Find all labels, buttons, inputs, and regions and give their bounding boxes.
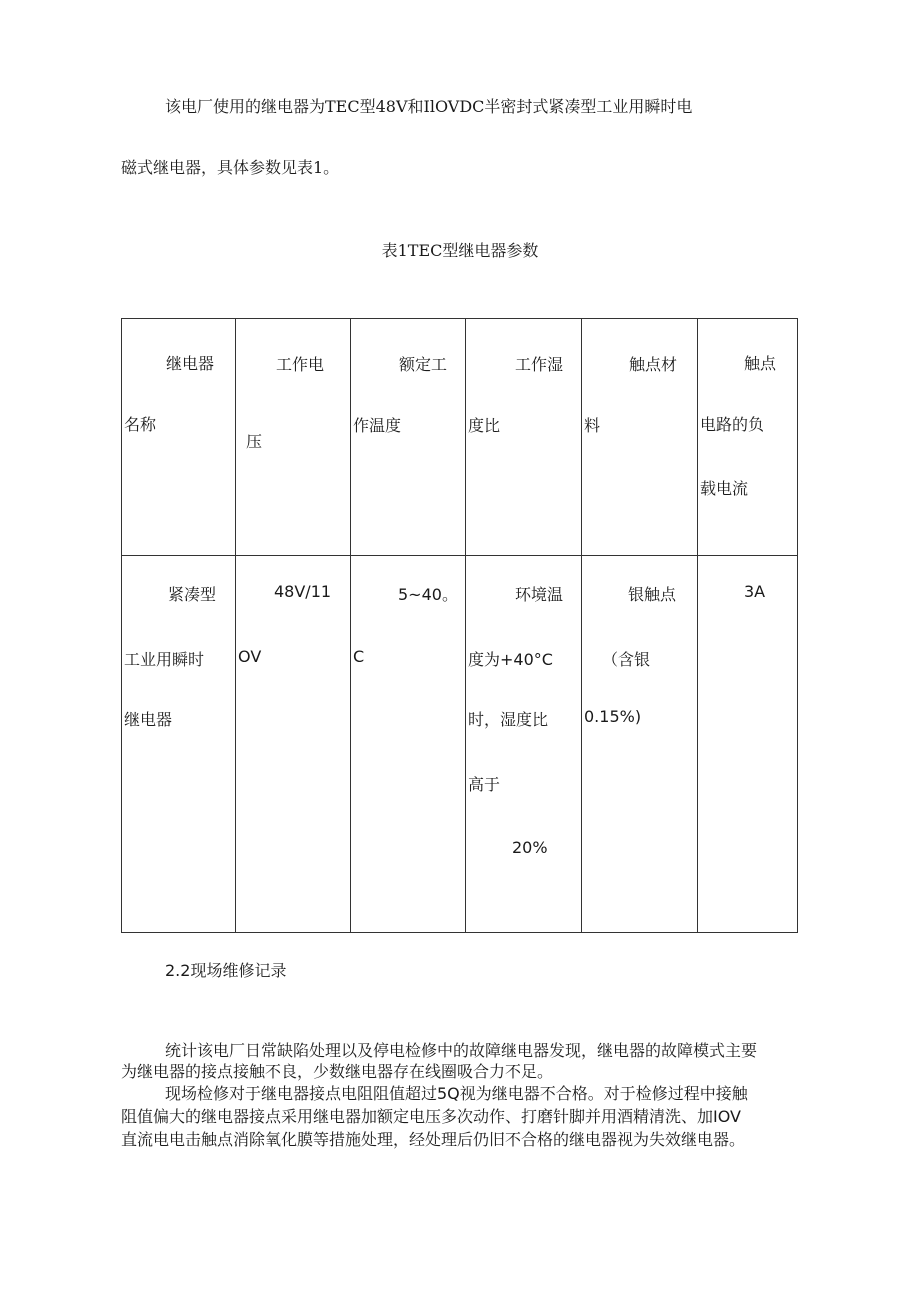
header-cell-voltage bbox=[236, 319, 351, 556]
cell-text: （含银 bbox=[602, 650, 651, 669]
cell-text: 5~40。 bbox=[398, 585, 458, 604]
header-text: 工作湿 bbox=[515, 355, 564, 374]
para1-line-2: 为继电器的接点接触不良，少数继电器存在线圈吸合力不足。 bbox=[121, 1062, 554, 1081]
cell-voltage bbox=[236, 556, 351, 933]
header-text: 继电器 bbox=[166, 354, 215, 373]
section-title: 2.2现场维修记录 bbox=[165, 961, 287, 980]
cell-text: 48V/11 bbox=[274, 582, 332, 601]
header-text: 工作电 bbox=[276, 355, 325, 374]
header-text: 触点 bbox=[744, 354, 777, 373]
para2-line-3: 直流电电击触点消除氧化膜等措施处理，经处理后仍旧不合格的继电器视为失效继电器。 bbox=[121, 1130, 746, 1149]
header-text: 名称 bbox=[124, 415, 157, 434]
header-text: 额定工 bbox=[399, 355, 448, 374]
cell-text: 紧凑型 bbox=[168, 585, 217, 604]
cell-humidity bbox=[466, 556, 582, 933]
header-cell-humidity bbox=[466, 319, 582, 556]
cell-text: 时，湿度比 bbox=[468, 710, 549, 729]
cell-relay-name bbox=[122, 556, 236, 933]
para2-line-2: 阻值偏大的继电器接点采用继电器加额定电压多次动作、打磨针脚并用酒精清洗、加IOV bbox=[121, 1107, 741, 1126]
intro-line-2: 磁式继电器，具体参数见表1。 bbox=[121, 158, 340, 177]
cell-text: 度为+40°C bbox=[468, 650, 553, 669]
header-cell-load-current bbox=[698, 319, 798, 556]
header-text: 料 bbox=[584, 416, 601, 435]
header-text: 度比 bbox=[468, 416, 501, 435]
table-caption: 表1TEC型继电器参数 bbox=[381, 241, 539, 260]
cell-text: 0.15%) bbox=[584, 707, 642, 726]
cell-load-current bbox=[698, 556, 798, 933]
cell-contact-material bbox=[582, 556, 698, 933]
cell-text: 20% bbox=[512, 838, 548, 857]
header-text: 压 bbox=[246, 432, 263, 451]
header-cell-contact-material bbox=[582, 319, 698, 556]
cell-text: 工业用瞬时 bbox=[124, 650, 205, 669]
header-text: 电路的负 bbox=[700, 415, 765, 434]
cell-text: 环境温 bbox=[515, 585, 564, 604]
table-header-row bbox=[122, 319, 798, 556]
header-cell-relay-name bbox=[122, 319, 236, 556]
header-text: 触点材 bbox=[629, 355, 678, 374]
intro-line-1: 该电厂使用的继电器为TEC型48V和IlOVDC半密封式紧凑型工业用瞬时电 bbox=[165, 97, 693, 116]
header-text: 作温度 bbox=[353, 416, 402, 435]
cell-text: 3A bbox=[744, 582, 766, 601]
header-cell-rated-temperature bbox=[351, 319, 466, 556]
para1-line-1: 统计该电厂日常缺陷处理以及停电检修中的故障继电器发现，继电器的故障模式主要 bbox=[165, 1041, 758, 1060]
cell-text: C bbox=[353, 647, 365, 666]
cell-text: OV bbox=[238, 647, 262, 666]
relay-parameters-table bbox=[121, 318, 798, 933]
table-row bbox=[122, 556, 798, 933]
cell-text: 银触点 bbox=[628, 585, 677, 604]
cell-rated-temperature bbox=[351, 556, 466, 933]
para2-line-1: 现场检修对于继电器接点电阻阻值超过5Q视为继电器不合格。对于检修过程中接触 bbox=[165, 1084, 748, 1103]
header-text: 载电流 bbox=[700, 479, 749, 498]
cell-text: 高于 bbox=[468, 775, 501, 794]
cell-text: 继电器 bbox=[124, 710, 173, 729]
